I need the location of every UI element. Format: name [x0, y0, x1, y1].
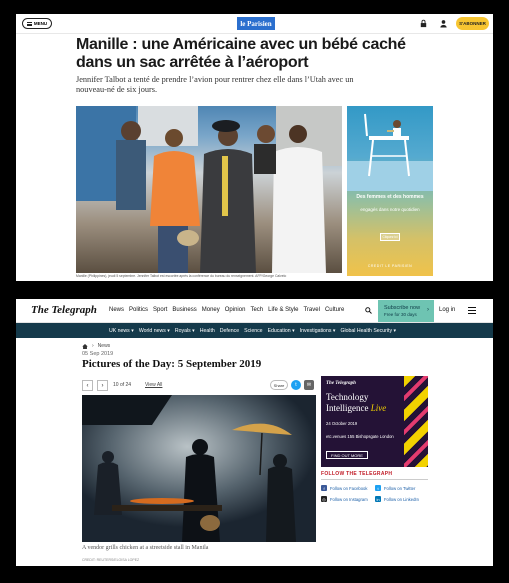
- section-subnav: [16, 323, 493, 338]
- lock-icon[interactable]: [419, 19, 428, 28]
- lifeguard-tower-image: [347, 106, 433, 191]
- arrest-scene-image: [76, 106, 342, 273]
- home-icon[interactable]: [82, 344, 88, 349]
- subnav-royals[interactable]: Royals ▾: [174, 327, 195, 334]
- parisien-logo[interactable]: le Parisien: [237, 17, 275, 30]
- ad-date: 24 October 2019: [326, 421, 358, 426]
- nav-item-money[interactable]: Money: [201, 307, 220, 313]
- main-nav: [109, 307, 344, 313]
- subnav-global-health[interactable]: Global Health Security ▾: [340, 327, 397, 334]
- search-icon[interactable]: [365, 307, 372, 314]
- ad-title-live: Live: [370, 402, 387, 413]
- breadcrumb: [82, 343, 110, 349]
- previous-button[interactable]: ‹: [82, 380, 93, 391]
- subnav-uk-news[interactable]: UK news ▾: [109, 327, 134, 334]
- photo-credit: CREDIT: REUTERS/ELOISA LOPEZ: [82, 558, 140, 562]
- user-icon[interactable]: [439, 19, 448, 28]
- nav-item-business[interactable]: Business: [172, 307, 197, 313]
- subnav-education[interactable]: Education ▾: [267, 327, 295, 334]
- article-headline: Manille : une Américaine avec un bébé caché dans un sac arrêtée à l’aéroport: [76, 36, 406, 71]
- ad-decorative-stripes: [404, 376, 428, 467]
- page-title: Pictures of the Day: 5 September 2019: [82, 358, 262, 370]
- subnav-investigations[interactable]: Investigations ▾: [299, 327, 336, 334]
- subnav-science[interactable]: Science: [244, 327, 263, 334]
- login-link[interactable]: Log in: [439, 307, 456, 313]
- next-button[interactable]: ›: [97, 380, 108, 391]
- breadcrumb-news[interactable]: News: [97, 343, 111, 349]
- ad-subtitle: engagés dans notre quotidien: [360, 207, 420, 212]
- photo-caption: Manille (Philippines), jeudi 5 septembre. Jennifer Talbot est escortée après la conférence du bureau du renseignement. AFP/George Calvelo: [76, 274, 287, 278]
- ad-title: Des femmes et des hommes: [356, 194, 424, 200]
- article-lead: Jennifer Talbot a tenté de prendre l’avion pour rentrer chez elle dans l’Utah avec un nouveau-né de six jours.: [76, 75, 354, 94]
- follow-title: FOLLOW THE TELEGRAPH: [321, 471, 428, 480]
- facebook-icon: f: [321, 485, 327, 491]
- ad-title: [326, 392, 398, 413]
- follow-facebook-label: Follow on Facebook: [330, 485, 368, 491]
- nav-item-tech[interactable]: Tech: [250, 307, 264, 313]
- follow-linkedin-link[interactable]: [375, 496, 419, 502]
- street-vendor-image: [82, 395, 316, 542]
- twitter-icon: t: [375, 485, 381, 491]
- nav-item-politics[interactable]: Politics: [129, 307, 149, 313]
- telegraph-logo[interactable]: The Telegraph: [31, 304, 97, 316]
- nav-item-travel[interactable]: Travel: [303, 307, 320, 313]
- subnav-world-news[interactable]: World news ▾: [138, 327, 170, 334]
- ad-brand: CREDIT LE PARISIEN: [367, 264, 413, 268]
- article-photo: [76, 106, 342, 273]
- subscribe-label: Subscribe now: [384, 305, 421, 311]
- subnav-defence[interactable]: Defence: [219, 327, 240, 334]
- ad-venue: etc.venues 155 Bishopsgate London: [326, 434, 394, 439]
- twitter-icon[interactable]: t: [291, 380, 301, 390]
- menu-button[interactable]: [22, 18, 52, 29]
- chevron-right-icon: ›: [427, 307, 429, 313]
- follow-linkedin-label: Follow on LinkedIn: [384, 496, 419, 502]
- parisien-header: [16, 14, 493, 34]
- hamburger-icon[interactable]: [468, 307, 476, 314]
- nav-item-sport[interactable]: Sport: [153, 307, 168, 313]
- subscribe-button[interactable]: [378, 300, 434, 322]
- subnav-health[interactable]: Health: [199, 327, 215, 334]
- telegraph-header: [16, 299, 493, 323]
- publish-date: 05 Sep 2019: [82, 351, 114, 357]
- nav-item-news[interactable]: News: [109, 307, 125, 313]
- hamburger-icon: [27, 22, 32, 26]
- subscribe-button[interactable]: S'ABONNER: [456, 17, 489, 30]
- find-out-more-button[interactable]: FIND OUT MORE: [326, 451, 368, 459]
- telegraph-event-ad[interactable]: [321, 376, 428, 467]
- gallery-photo: [82, 395, 316, 542]
- gallery-toolbar: [82, 379, 314, 392]
- nav-item-life-style[interactable]: Life & Style: [268, 307, 299, 313]
- follow-twitter-label: Follow on Twitter: [384, 485, 416, 491]
- view-all-link[interactable]: View All: [145, 382, 163, 388]
- breadcrumb-separator: ›: [92, 343, 94, 349]
- share-label: Share: [273, 382, 285, 388]
- telegraph-page: [16, 299, 493, 566]
- parisien-ad-banner[interactable]: [347, 106, 433, 276]
- email-icon[interactable]: ✉: [304, 380, 314, 390]
- follow-instagram-label: Follow on Instagram: [330, 496, 368, 502]
- share-button[interactable]: [270, 380, 288, 390]
- nav-item-culture[interactable]: Culture: [324, 307, 345, 313]
- ad-title-text: Technology Intelligence: [326, 392, 369, 413]
- follow-panel: [321, 471, 428, 502]
- follow-facebook-link[interactable]: [321, 485, 367, 491]
- nav-item-opinion[interactable]: Opinion: [224, 307, 246, 313]
- follow-instagram-link[interactable]: [321, 496, 368, 502]
- le-parisien-page: [16, 14, 493, 281]
- follow-twitter-link[interactable]: [375, 485, 415, 491]
- ad-cta-button[interactable]: Cliquez ici: [380, 233, 400, 241]
- instagram-icon: ◎: [322, 496, 326, 502]
- subscribe-offer: Free for 30 days: [384, 311, 417, 317]
- gallery-counter: 10 of 24: [113, 382, 132, 388]
- ad-brand: The Telegraph: [326, 381, 356, 386]
- linkedin-icon: in: [376, 496, 380, 502]
- menu-label: MENU: [33, 21, 48, 26]
- photo-caption: A vendor grills chicken at a streetside stall in Manila: [82, 545, 209, 551]
